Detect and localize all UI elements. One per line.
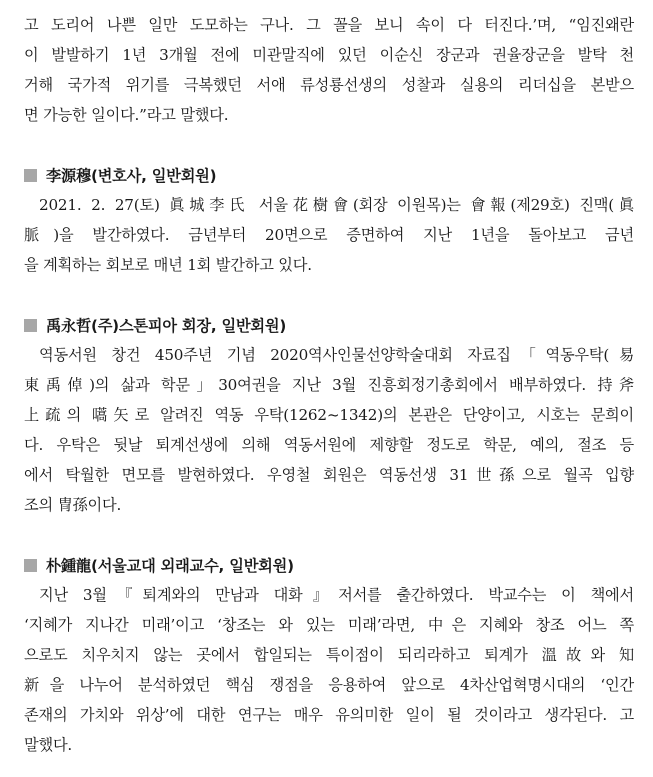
- member-section-lee: [24, 160, 634, 280]
- paragraph-line: 다. 우탁은 뒷날 퇴계선생에 의해 역동서원에 제향할 정도로 학문, 예의, 절조 등: [24, 436, 634, 454]
- paragraph-line: 말했다.: [24, 736, 73, 754]
- paragraph-line: 존재의 가치와 위상’에 대한 연구는 매우 유의미한 일이 될 것이라고 생각된다. 고: [24, 706, 634, 724]
- section-heading: [24, 160, 634, 190]
- section-heading: [24, 310, 634, 340]
- section-paragraph: [24, 580, 634, 760]
- paragraph-line: 지난 3월『퇴계와의 만남과 대화』저서를 출간하였다. 박교수는 이 책에서: [39, 586, 634, 604]
- paragraph-line: 면 가능한 일이다.”라고 말했다.: [24, 106, 229, 124]
- paragraph-line: ‘지혜가 지나간 미래’이고 ‘창조는 와 있는 미래’라면, 中은 지혜와 창조 어느 쪽: [24, 616, 634, 634]
- paragraph-line: 고 도리어 나쁜 일만 도모하는 구나. 그 꼴을 보니 속이 다 터진다.’며, “임진왜란: [24, 16, 634, 34]
- paragraph-line: 을 계획하는 회보로 매년 1회 발간하고 있다.: [24, 256, 312, 274]
- gray-square-bullet-icon: [24, 169, 37, 182]
- intro-paragraph: [24, 10, 634, 130]
- member-section-woo: [24, 310, 634, 520]
- paragraph-line: 이 발발하기 1년 3개월 전에 미관말직에 있던 이순신 장군과 권율장군을 발탁 천: [24, 46, 634, 64]
- paragraph-line: 역동서원 창건 450주년 기념 2020역사인물선양학술대회 자료집「역동우탁(易: [39, 346, 634, 364]
- paragraph-line: 新을 나누어 분석하였던 핵심 쟁점을 응용하여 앞으로 4차산업혁명시대의 ‘인간: [24, 676, 634, 694]
- paragraph-line: 조의 冑孫이다.: [24, 496, 122, 514]
- paragraph-line: 에서 탁월한 면모를 발현하였다. 우영철 회원은 역동선생 31世孫으로 월곡 입향: [24, 466, 634, 484]
- gray-square-bullet-icon: [24, 319, 37, 332]
- section-title: 李源穆(변호사, 일반회원): [46, 166, 217, 185]
- gray-square-bullet-icon: [24, 559, 37, 572]
- section-heading: [24, 550, 634, 580]
- section-title: 朴鍾龍(서울교대 외래교수, 일반회원): [46, 556, 294, 575]
- section-paragraph: [24, 190, 634, 280]
- paragraph-line: 東禹倬)의 삶과 학문」30여권을 지난 3월 진흥회정기총회에서 배부하였다. 持斧: [24, 376, 634, 394]
- section-paragraph: [24, 340, 634, 520]
- section-title: 禹永哲(주)스톤피아 회장, 일반회원): [46, 316, 287, 335]
- paragraph-line: 으로도 치우치지 않는 곳에서 합일되는 특이점이 되리라하고 퇴계가 溫故와 知: [24, 646, 634, 664]
- paragraph-line: 上疏의 嚆矢로 알려진 역동 우탁(1262~1342)의 본관은 단양이고, 시호는 문희이: [24, 406, 634, 424]
- paragraph-line: 脈)을 발간하였다. 금년부터 20면으로 증면하여 지난 1년을 돌아보고 금년: [24, 226, 634, 244]
- document-page: [24, 10, 634, 760]
- member-section-park: [24, 550, 634, 760]
- paragraph-line: 2021. 2. 27(토) 眞城李氏 서울花樹會(회장 이원목)는 會報(제29호) 진맥(眞: [39, 196, 634, 214]
- paragraph-line: 거해 국가적 위기를 극복했던 서애 류성룡선생의 성찰과 실용의 리더십을 본받으: [24, 76, 634, 94]
